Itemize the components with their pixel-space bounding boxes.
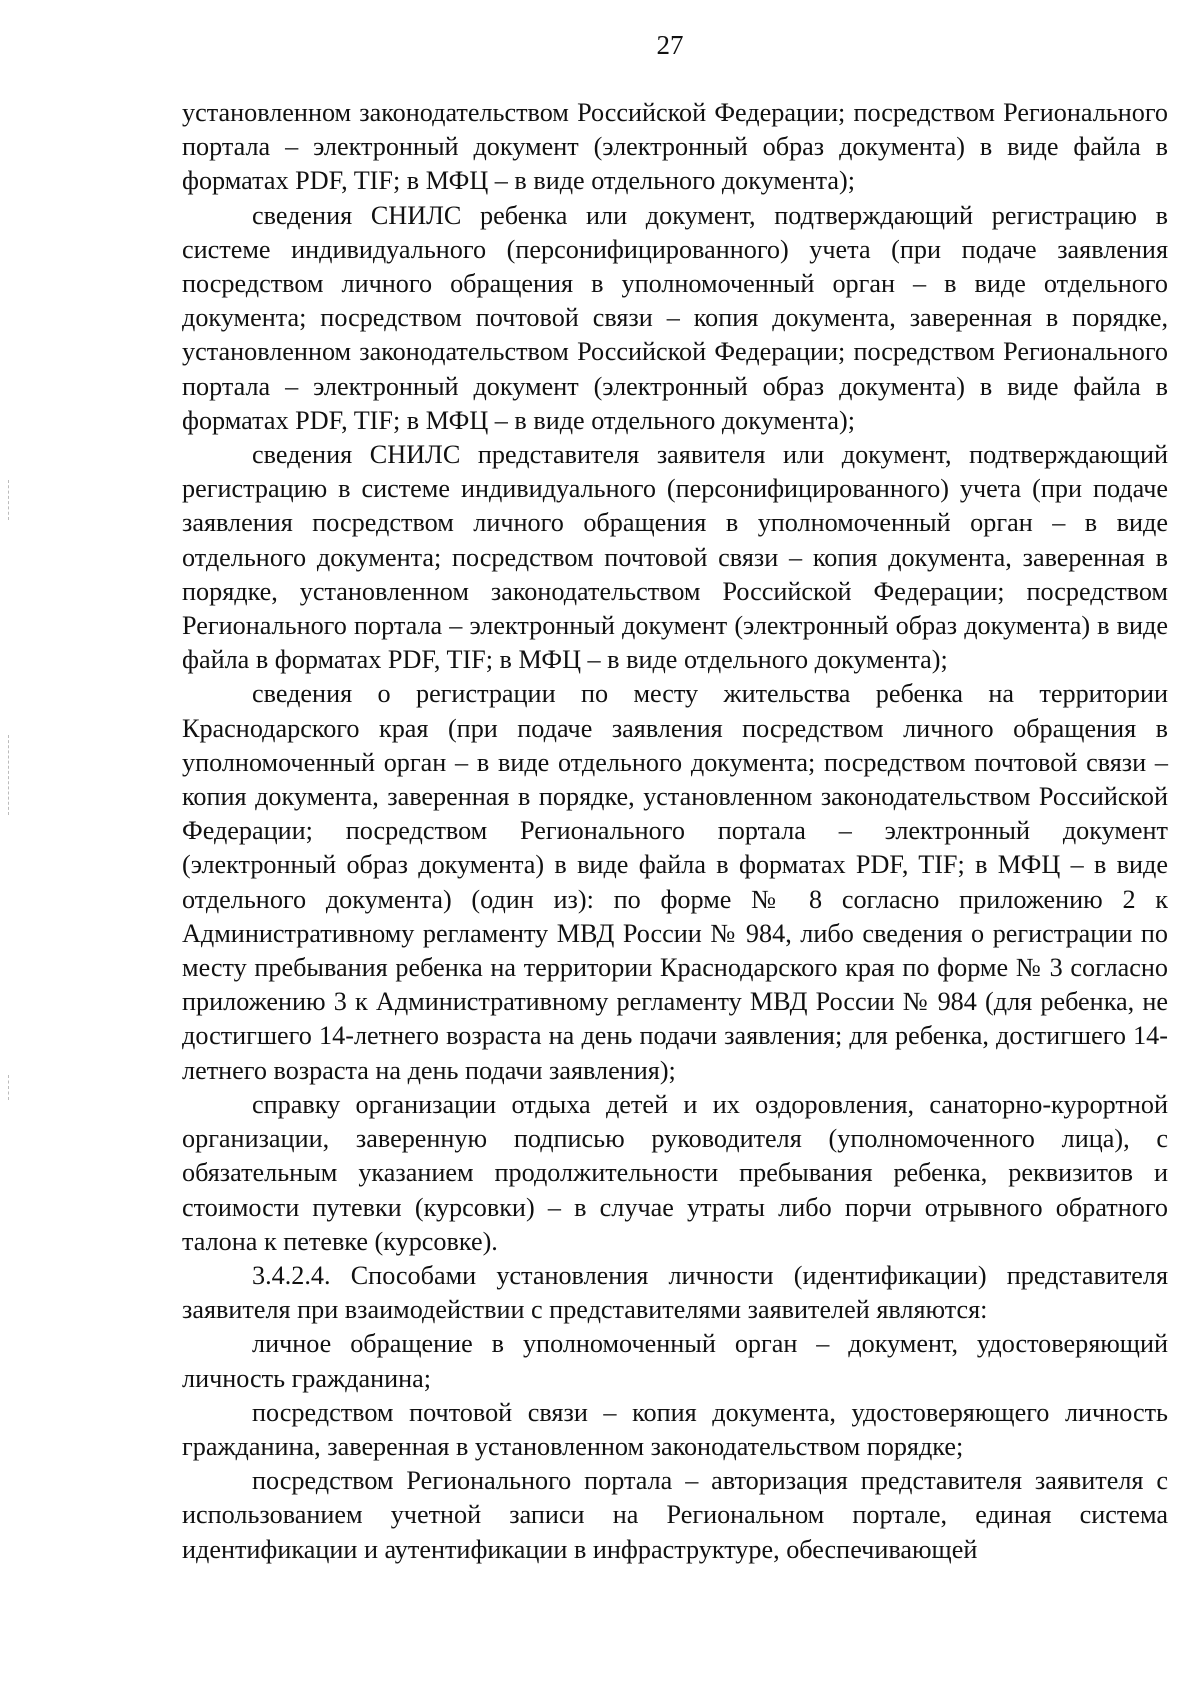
document-body — [182, 96, 1168, 1567]
paragraph: посредством Регионального портала – авторизация представителя заявителя с использованием учетной записи на Региональном портале, единая система идентификации и аутентификации в инфраструктуре, обеспечивающей — [182, 1466, 1168, 1564]
paragraph: 3.4.2.4. Способами установления личности (идентификации) представителя заявителя при взаимодействии с представителями заявителей являются: — [182, 1260, 1168, 1325]
paragraph: личное обращение в уполномоченный орган – документ, удостоверяющий личность гражданина; — [182, 1329, 1168, 1393]
paragraph: установленном законодательством Российской Федерации; посредством Регионального портала – электронный документ (электронный образ документа) в виде файла в форматах PDF, TIF; в МФЦ – в виде отдельного документа); — [182, 98, 1168, 196]
paragraph: сведения СНИЛС ребенка или документ, подтверждающий регистрацию в системе индивидуального (персонифицированного) учета (при подаче заявления посредством личного обращения в уполномоченный орган – в виде отдельного документа; посредством почтовой связи – копия документа, заверенная в порядке, установленном законодательством Российской Федерации; посредством Регионального портала – электронный документ (электронный образ документа) в виде файла в форматах PDF, TIF; в МФЦ – в виде отдельного документа); — [182, 200, 1168, 435]
page-number: 27 — [656, 30, 684, 60]
scan-margin-mark — [8, 735, 10, 815]
paragraph: сведения о регистрации по месту жительства ребенка на территории Краснодарского края (при подаче заявления посредством личного обращения в уполномоченный орган – в виде отдельного документа; посредством почтовой связи – копия документа, заверенная в порядке, установленном законодательством Российской Федерации; посредством Регионального портала – электронный документ (электронный образ документа) в виде файла в форматах PDF, TIF; в МФЦ – в виде отдельного документа) (один из): по форме № 8 согласно приложению 2 к Административному регламенту МВД России № 984, либо сведения о регистрации по месту пребывания ребенка на территории Краснодарского края по форме № 3 согласно приложению 3 к Административному регламенту МВД России № 984 (для ребенка, не достигшего 14-летнего возраста на день подачи заявления; для ребенка, достигшего 14-летнего возраста на день подачи заявления); — [182, 679, 1168, 1085]
paragraph: сведения СНИЛС представителя заявителя или документ, подтверждающий регистрацию в системе индивидуального (персонифицированного) учета (при подаче заявления посредством личного обращения в уполномоченный орган – в виде отдельного документа; посредством почтовой связи – копия документа, заверенная в порядке, установленном законодательством Российской Федерации; посредством Регионального портала – электронный документ (электронный образ документа) в виде файла в форматах PDF, TIF; в МФЦ – в виде отдельного документа); — [182, 440, 1168, 675]
paragraph: посредством почтовой связи – копия документа, удостоверяющего личность гражданина, заверенная в установленном законодательством порядке; — [182, 1397, 1168, 1461]
paragraph: справку организации отдыха детей и их оздоровления, санаторно-курортной организации, заверенную подписью руководителя (уполномоченного лица), с обязательным указанием продолжительности пребывания ребенка, реквизитов и стоимости путевки (курсовки) – в случае утраты либо порчи отрывного обратного талона к петевке (курсовке). — [182, 1089, 1168, 1256]
scan-margin-mark — [8, 1075, 10, 1100]
scan-margin-mark — [8, 480, 10, 520]
